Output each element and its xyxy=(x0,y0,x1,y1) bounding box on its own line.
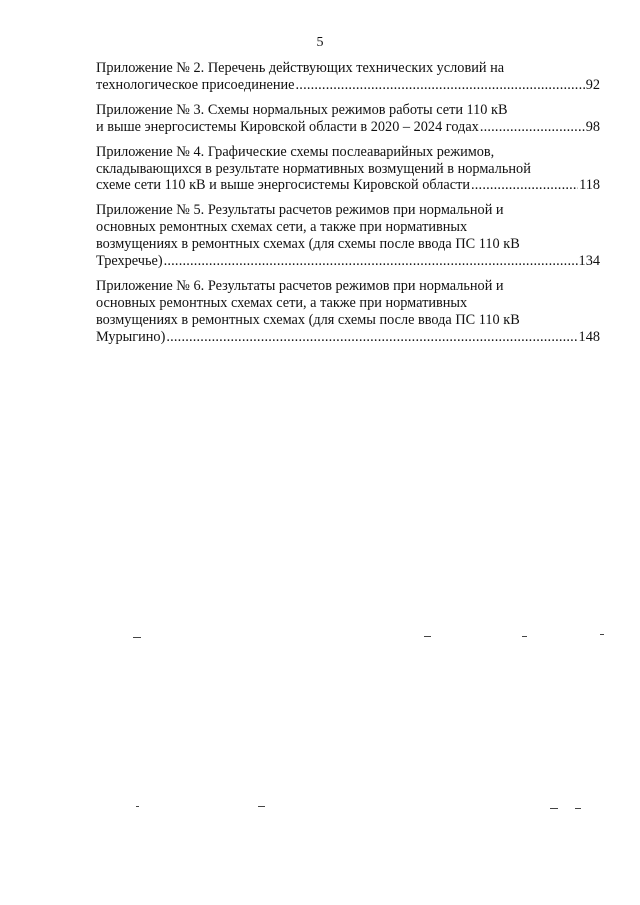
dot-leader xyxy=(471,177,578,194)
scan-speck xyxy=(424,636,431,637)
table-of-contents xyxy=(96,60,600,354)
toc-entry-text-line: возмущениях в ремонтных схемах (для схемы после ввода ПС 110 кВ xyxy=(96,236,520,253)
toc-entry-last-line xyxy=(96,119,600,136)
toc-entry-appendix-5[interactable] xyxy=(96,202,600,270)
toc-entry-appendix-4[interactable] xyxy=(96,144,600,195)
toc-entry-appendix-6[interactable] xyxy=(96,278,600,346)
toc-entry-text-line: складывающихся в результате нормативных возмущений в нормальной xyxy=(96,160,531,177)
toc-entry-text-line: Приложение № 3. Схемы нормальных режимов работы сети 110 кВ xyxy=(96,101,508,118)
toc-entry-text-line: Приложение № 6. Результаты расчетов режимов при нормальной и xyxy=(96,277,504,294)
scan-speck xyxy=(522,636,527,637)
toc-entry-text-line: Приложение № 2. Перечень действующих технических условий на xyxy=(96,60,505,76)
scan-speck xyxy=(258,806,265,807)
toc-page-number: 92 xyxy=(585,76,600,93)
toc-entry-text-line: Приложение № 5. Результаты расчетов режимов при нормальной и xyxy=(96,202,504,219)
toc-entry-text-line: Трехречье) xyxy=(96,253,163,270)
toc-entry-appendix-3[interactable] xyxy=(96,102,600,136)
page-number: 5 xyxy=(316,35,324,50)
dot-leader xyxy=(480,119,585,136)
toc-entry-text-line: Мурыгино) xyxy=(96,328,166,345)
toc-page-number: 148 xyxy=(578,328,600,345)
toc-page-number: 134 xyxy=(578,253,600,270)
toc-entry-text-line: схеме сети 110 кВ и выше энергосистемы Кировской области xyxy=(96,177,470,194)
toc-entry-text-line: возмущениях в ремонтных схемах (для схемы после ввода ПС 110 кВ xyxy=(96,311,520,328)
toc-entry-text-line: технологическое присоединение xyxy=(96,76,295,93)
scan-speck xyxy=(575,808,581,809)
toc-entry-text-line: основных ремонтных схемах сети, а также при нормативных xyxy=(96,219,468,236)
scan-speck xyxy=(136,806,139,807)
toc-entry-text-line: Приложение № 4. Графические схемы послеаварийных режимов, xyxy=(96,143,495,160)
toc-entry-last-line xyxy=(96,329,600,346)
toc-page-number: 98 xyxy=(585,118,600,135)
scan-speck xyxy=(550,808,558,809)
toc-entry-appendix-2[interactable] xyxy=(96,60,600,94)
toc-entry-text-line: основных ремонтных схемах сети, а также при нормативных xyxy=(96,294,468,311)
toc-page-number: 118 xyxy=(579,177,600,194)
toc-entry-text-line: и выше энергосистемы Кировской области в 2020 – 2024 годах xyxy=(96,118,479,135)
dot-leader xyxy=(164,253,578,270)
toc-entry-last-line xyxy=(96,77,600,94)
toc-entry-last-line xyxy=(96,177,600,194)
scan-speck xyxy=(600,634,604,635)
dot-leader xyxy=(166,329,577,346)
toc-entry-last-line xyxy=(96,253,600,270)
scan-speck xyxy=(133,637,141,638)
dot-leader xyxy=(296,77,585,94)
